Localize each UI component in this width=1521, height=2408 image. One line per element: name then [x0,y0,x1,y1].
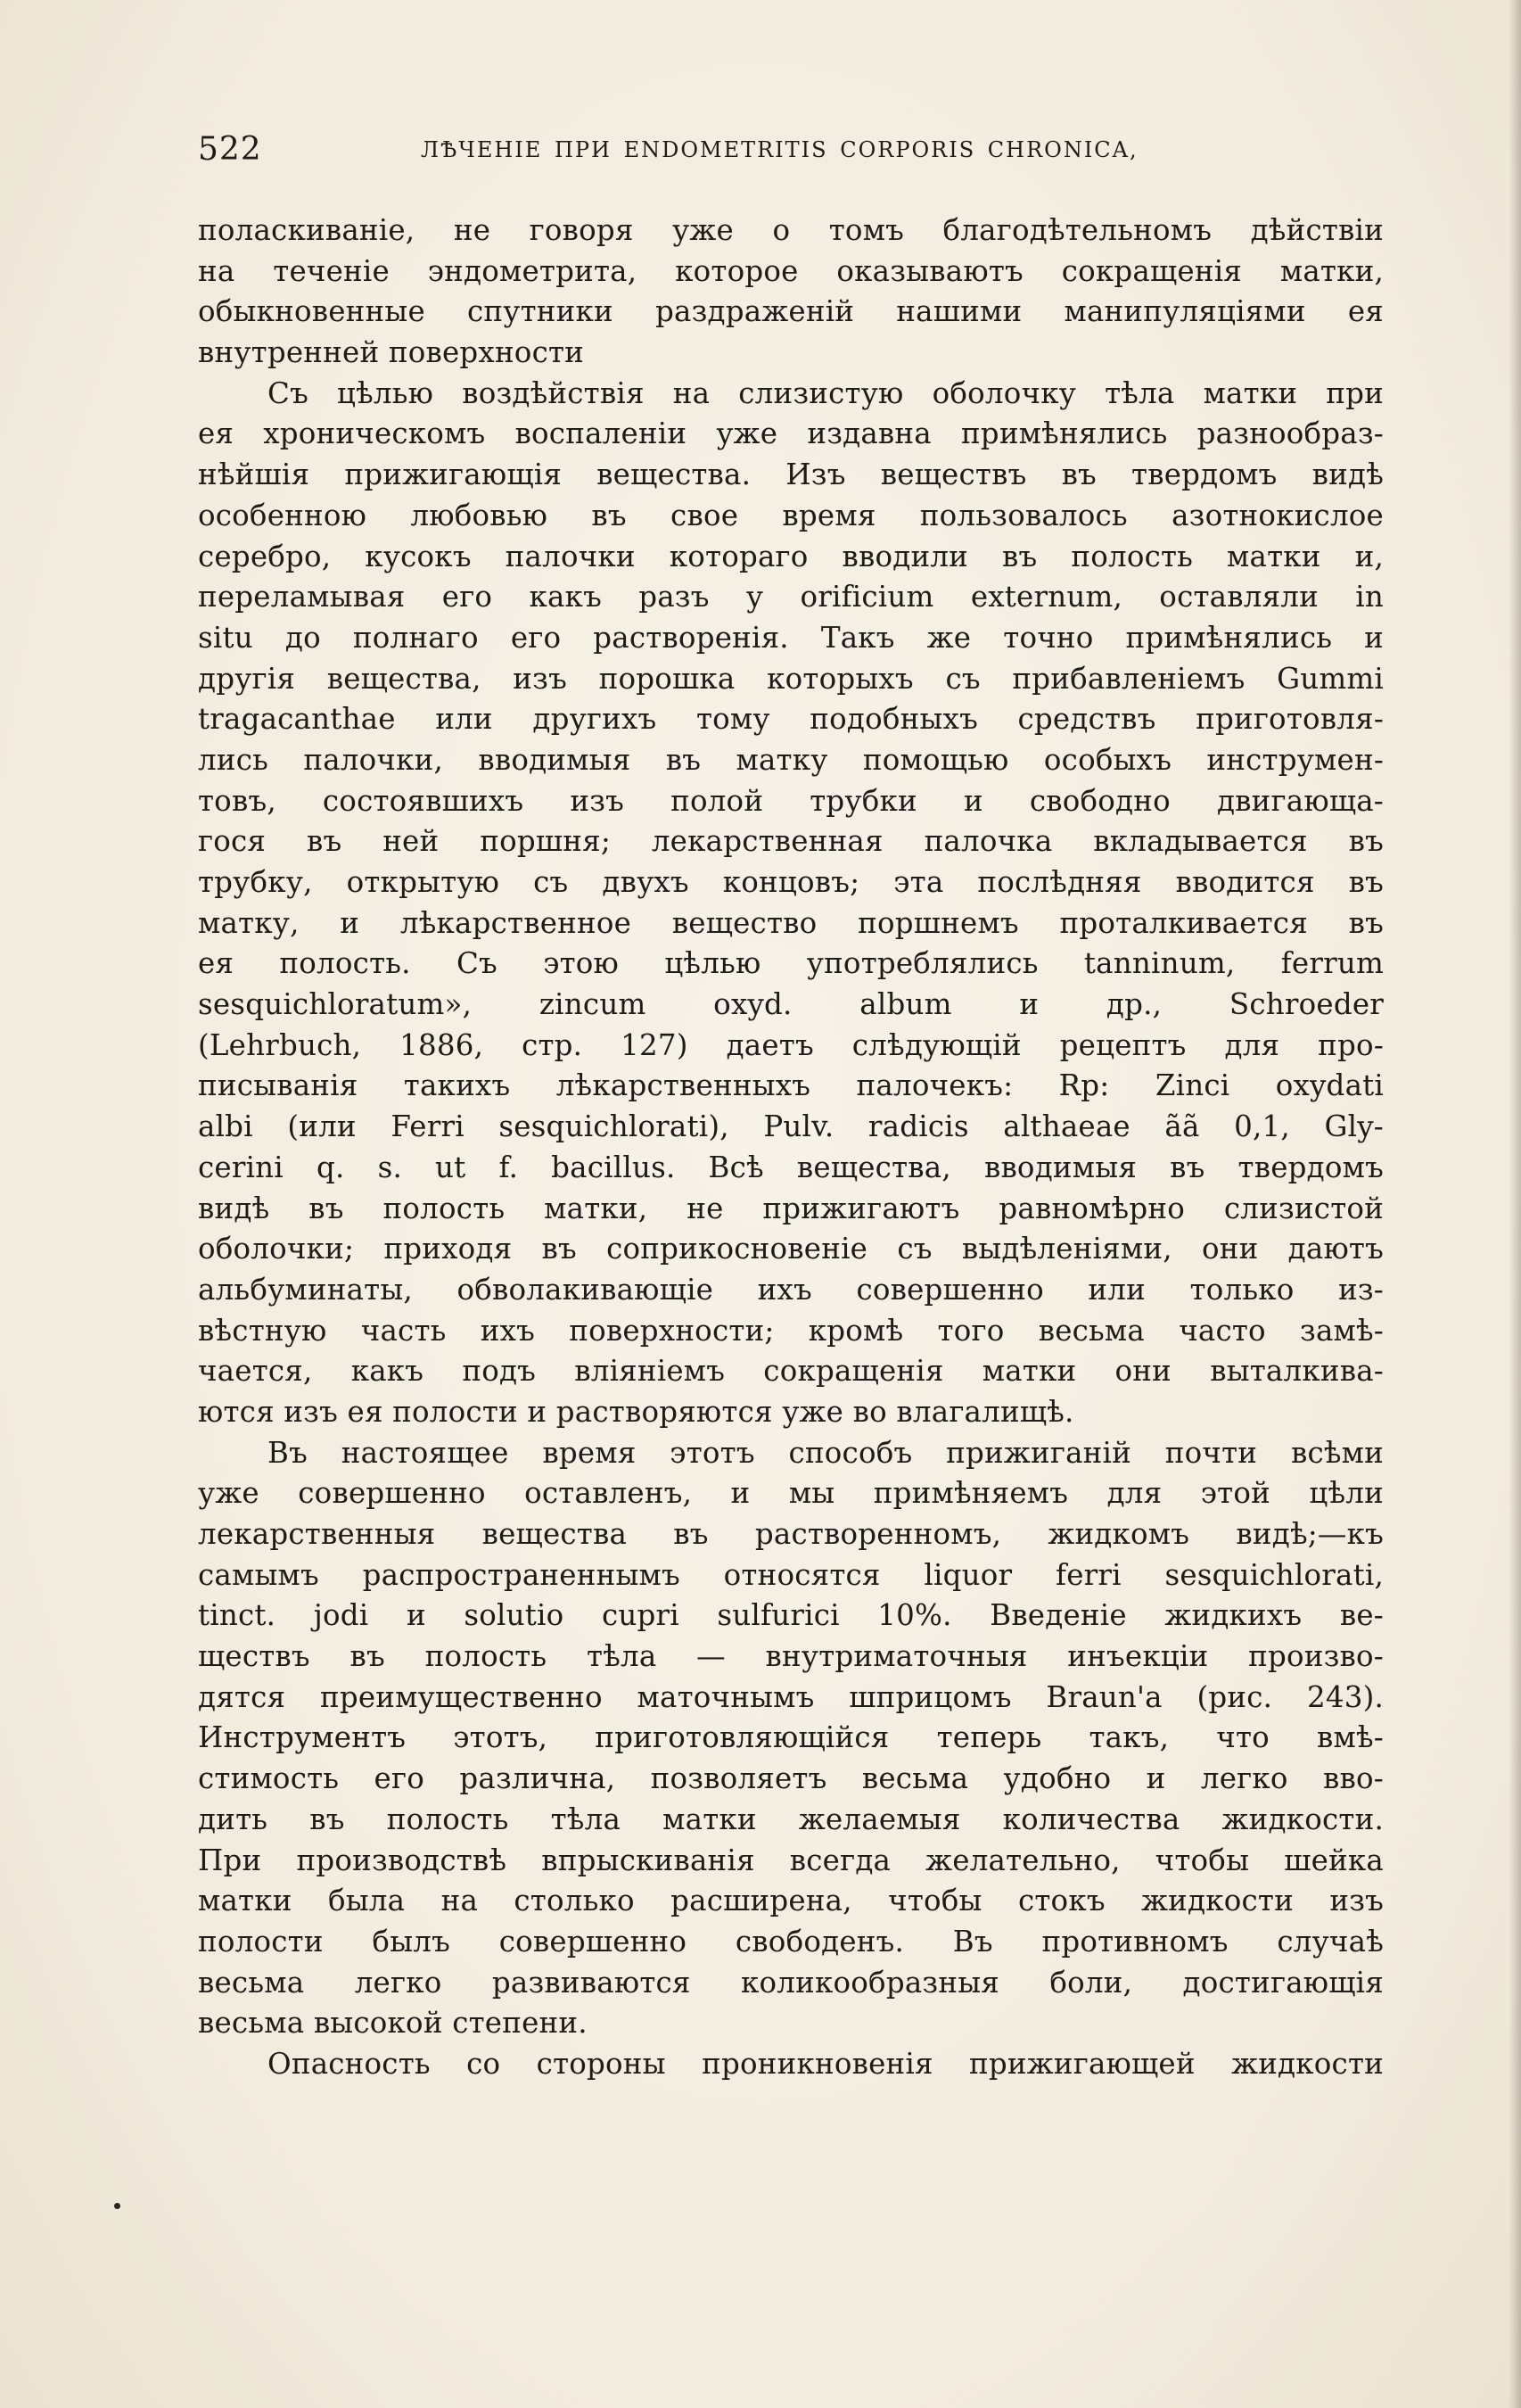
text-line: albi (или Ferri sesquichlorati), Pulv. radicis althaeae ãã 0,1, Gly- [198,1109,1384,1144]
text-line: При производствѣ впрыскиванія всегда желательно, чтобы шейка [198,1843,1384,1877]
running-title: ЛѢЧЕНІЕ ПРИ ENDOMETRITIS CORPORIS CHRONICA, [421,137,1139,162]
text-line: весьма высокой степени. [198,2006,588,2041]
body-text [198,210,1384,2085]
page-number: 522 [198,131,262,168]
text-line: видѣ въ полость матки, не прижигаютъ равномѣрно слизистой [198,1191,1384,1225]
text-line: ществъ въ полость тѣла — внутриматочныя инъекціи произво- [198,1639,1384,1674]
text-line: sesquichloratum», zincum oxyd. album и др., Schroeder [198,987,1384,1022]
text-line: стимость его различна, позволяетъ весьма удобно и легко вво- [198,1761,1384,1796]
text-line: матки была на столько расширена, чтобы стокъ жидкости изъ [198,1884,1384,1918]
text-line: Съ цѣлью воздѣйствія на слизистую оболочку тѣла матки при [267,375,1384,410]
text-line: поласкиваніе, не говоря уже о томъ благодѣтельномъ дѣйствіи [198,213,1384,247]
text-line: tinct. jodi и solutio cupri sulfurici 10%. Введеніе жидкихъ ве- [198,1598,1384,1633]
page-header [198,127,1384,173]
text-line: ются изъ ея полости и растворяются уже во влагалищѣ. [198,1394,1074,1429]
text-line: на теченіе эндометрита, которое оказываютъ сокращенія матки, [198,253,1384,288]
text-line: дить въ полость тѣла матки желаемыя количества жидкости. [198,1802,1384,1836]
text-line: другія вещества, изъ порошка которыхъ съ прибавленіемъ Gummi [198,661,1384,696]
text-line: серебро, кусокъ палочки котораго вводили въ полость матки и, [198,539,1384,573]
text-line: Опасность со стороны проникновенія прижигающей жидкости [267,2046,1384,2081]
text-line: товъ, состоявшихъ изъ полой трубки и свободно двигающа- [198,783,1384,818]
text-line: матку, и лѣкарственное вещество поршнемъ проталкивается въ [198,905,1384,940]
text-line: трубку, открытую съ двухъ концовъ; эта послѣдняя вводится въ [198,865,1384,899]
text-line: вѣстную часть ихъ поверхности; кромѣ того весьма часто замѣ- [198,1313,1384,1348]
text-line: ея полость. Съ этою цѣлью употреблялись tanninum, ferrum [198,946,1384,981]
text-line: полости былъ совершенно свободенъ. Въ противномъ случаѣ [198,1924,1384,1959]
text-line: оболочки; приходя въ соприкосновеніе съ выдѣленіями, они даютъ [198,1232,1384,1266]
text-line: cerini q. s. ut f. bacillus. Всѣ вещества, вводимыя въ твердомъ [198,1150,1384,1184]
text-line: обыкновенные спутники раздраженій нашими манипуляціями ея [198,294,1384,329]
text-line: дятся преимущественно маточнымъ шприцомъ Braun'a (рис. 243). [198,1679,1384,1714]
text-line: лекарственныя вещества въ растворенномъ, жидкомъ видѣ;—къ [198,1517,1384,1551]
text-line: самымъ распространеннымъ относятся liquor ferri sesquichlorati, [198,1557,1384,1592]
text-line: гося въ ней поршня; лекарственная палочка вкладывается въ [198,824,1384,859]
text-line: ея хроническомъ воспаленіи уже издавна примѣнялись разнообраз- [198,416,1384,451]
text-line: альбуминаты, обволакивающіе ихъ совершенно или только из- [198,1272,1384,1307]
text-line: особенною любовью въ свое время пользовалось азотнокислое [198,498,1384,532]
text-line: переламывая его какъ разъ у orificium externum, оставляли in [198,580,1384,614]
text-line: tragacanthae или другихъ тому подобныхъ средствъ приготовля- [198,702,1384,737]
margin-ink-dot [114,2203,120,2209]
text-line: Инструментъ этотъ, приготовляющійся теперь такъ, что вмѣ- [198,1720,1384,1755]
text-line: нѣйшія прижигающія вещества. Изъ веществъ въ твердомъ видѣ [198,458,1384,492]
text-line: лись палочки, вводимыя въ матку помощью особыхъ инструмен- [198,742,1384,777]
text-line: писыванія такихъ лѣкарственныхъ палочекъ: Rp: Zinci oxydati [198,1068,1384,1103]
text-line: Въ настоящее время этотъ способъ прижиганій почти всѣми [267,1435,1384,1470]
text-line: уже совершенно оставленъ, и мы примѣняемъ для этой цѣли [198,1476,1384,1511]
text-line: (Lehrbuch, 1886, стр. 127) даетъ слѣдующій рецептъ для про- [198,1027,1384,1062]
text-line: situ до полнаго его растворенія. Такъ же точно примѣнялись и [198,620,1384,655]
text-line: внутренней поверхности [198,335,585,370]
page-edge-shadow [1509,0,1521,2408]
text-line: чается, какъ подъ вліяніемъ сокращенія матки они выталкива- [198,1354,1384,1389]
text-line: весьма легко развиваются коликообразныя боли, достигающія [198,1965,1384,2000]
